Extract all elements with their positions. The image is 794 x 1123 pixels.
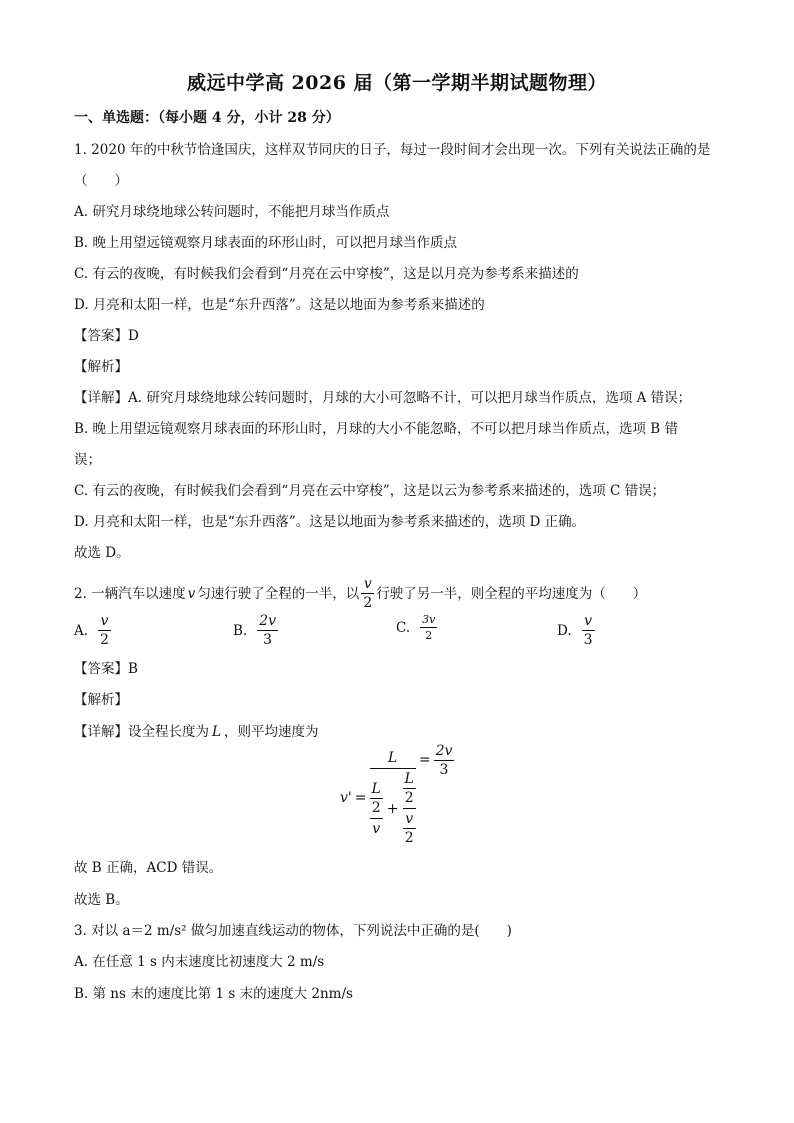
q2-option-c — [396, 613, 437, 642]
q2-detail — [74, 723, 318, 741]
q1-option-a: A. 研究月球绕地球公转问题时，不能把月球当作质点 — [74, 204, 390, 220]
q3-option-b: B. 第 ns 末的速度比第 1 s 末的速度大 2nm/s — [74, 986, 353, 1002]
q2-option-a-label: A. — [74, 622, 89, 639]
q3-option-a: A. 在任意 1 s 内末速度比初速度大 2 m/s — [74, 954, 325, 970]
q1-stem-bracket: （ ） — [74, 173, 128, 189]
fraction-bar — [403, 828, 416, 829]
q3-stem: 3. 对以 a＝2 m/s² 做匀加速直线运动的物体，下列说法中正确的是( ) — [74, 923, 512, 939]
fraction-bar — [370, 768, 416, 769]
q1-analysis-label: 【解析】 — [74, 359, 128, 375]
eq-main-num: L — [388, 750, 398, 766]
eq-equals: = — [354, 790, 367, 806]
eq-plus: + — [386, 800, 399, 817]
q1-detail-d: D. 月亮和太阳一样，也是“东升西落”。这是以地面为参考系来描述的，选项 D 正确。 — [74, 514, 586, 530]
q2-option-b-num: 2v — [259, 613, 277, 629]
q2-option-b-fraction — [257, 613, 278, 648]
section-heading: 一、单选题：（每小题 4 分，小计 28 分） — [74, 110, 340, 126]
q2-option-b — [233, 613, 278, 648]
q2-option-d-num: v — [584, 613, 593, 629]
q1-detail-a: 【详解】A. 研究月球绕地球公转问题时，月球的大小可忽略不计，可以把月球当作质点，选项 A 错误； — [74, 390, 692, 406]
eq-term-1-v: v — [372, 820, 381, 837]
fraction-bar — [403, 808, 416, 809]
eq-result — [434, 743, 455, 778]
eq-term-2-den — [403, 811, 416, 846]
average-velocity-equation — [340, 742, 454, 846]
q1-option-b: B. 晚上用望远镜观察月球表面的环形山时，可以把月球当作质点 — [74, 235, 458, 251]
eq-term-2-v-two: 2 — [404, 830, 414, 846]
q2-option-d-den: 3 — [583, 632, 593, 648]
q2-option-a — [74, 613, 111, 648]
fraction-bar — [98, 630, 111, 631]
eq-term-1 — [370, 781, 383, 837]
eq-term-1-two: 2 — [371, 799, 381, 816]
fraction-bar — [257, 630, 278, 631]
q2-stem — [74, 576, 646, 611]
eq-equals-2: = — [418, 752, 431, 768]
q2-stem-fraction-den: 2 — [363, 595, 373, 611]
q2-option-c-fraction — [420, 613, 437, 642]
q2-option-b-den: 3 — [263, 632, 273, 648]
eq-term-2-two: 2 — [404, 790, 414, 806]
q2-option-c-num: 3v — [422, 613, 436, 626]
fraction-bar — [434, 760, 455, 761]
q2-option-c-den: 2 — [425, 629, 433, 642]
q2-option-a-num: v — [100, 613, 109, 629]
fraction-bar — [370, 818, 383, 819]
q1-answer: 【答案】D — [74, 328, 139, 344]
eq-result-den: 3 — [439, 761, 449, 778]
eq-term-1-L: L — [371, 780, 381, 797]
q2-option-d-fraction — [582, 613, 595, 648]
q2-option-b-label: B. — [233, 622, 248, 639]
eq-lhs: v' — [340, 790, 352, 806]
eq-denominator — [370, 771, 416, 846]
q2-analysis-label: 【解析】 — [74, 692, 128, 708]
q2-option-d-label: D. — [557, 622, 572, 639]
eq-main-fraction — [370, 750, 416, 846]
q2-option-d — [557, 613, 595, 648]
q1-stem: 1. 2020 年的中秋节恰逢国庆，这样双节同庆的日子，每过一段时间才会出现一次。下列有关说法正确的是 — [74, 142, 711, 158]
q2-stem-mid: 匀速行驶了全程的一半，以 — [197, 585, 360, 602]
q2-stem-pre: 2. 一辆汽车以速度 — [74, 585, 186, 602]
q2-conclusion-2: 故选 B。 — [74, 892, 129, 908]
fraction-bar — [582, 630, 595, 631]
fraction-bar — [361, 593, 374, 594]
q2-option-a-den: 2 — [100, 632, 109, 648]
q2-answer: 【答案】B — [74, 661, 138, 677]
eq-term-2-num — [403, 771, 416, 806]
q1-detail-b-cont: 误； — [74, 452, 101, 468]
q1-option-c: C. 有云的夜晚，有时候我们会看到“月亮在云中穿梭”，这是以月亮为参考系来描述的 — [74, 266, 579, 282]
eq-term-2-v: v — [405, 811, 414, 827]
eq-term-1-num — [370, 781, 383, 816]
fraction-bar — [370, 798, 383, 799]
q2-stem-post: 行驶了另一半，则全程的平均速度为（ ） — [376, 585, 647, 602]
q2-option-c-label: C. — [396, 619, 411, 636]
q2-detail-L: L — [212, 724, 221, 740]
eq-term-2 — [403, 771, 416, 846]
q2-conclusion-1: 故 B 正确，ACD 错误。 — [74, 860, 223, 876]
q2-option-a-fraction — [98, 613, 111, 648]
q1-option-d: D. 月亮和太阳一样，也是“东升西落”。这是以地面为参考系来描述的 — [74, 297, 485, 313]
q2-stem-v: v — [187, 585, 196, 602]
fraction-bar — [403, 788, 416, 789]
fraction-bar — [420, 627, 437, 628]
q2-stem-fraction — [361, 576, 374, 611]
page-title: 威远中学高 2026 届（第一学期半期试题物理） — [186, 72, 608, 94]
eq-result-num: 2v — [435, 742, 453, 759]
eq-term-2-L: L — [404, 771, 414, 787]
q1-detail-b: B. 晚上用望远镜观察月球表面的环形山时，月球的大小不能忽略，不可以把月球当作质点，选项 B 错 — [74, 421, 679, 437]
q1-detail-c: C. 有云的夜晚，有时候我们会看到“月亮在云中穿梭”，这是以云为参考系来描述的，选项 C 错误； — [74, 483, 666, 499]
q2-stem-fraction-num: v — [363, 576, 372, 592]
q1-conclusion: 故选 D。 — [74, 545, 130, 561]
q2-detail-pre: 【详解】设全程长度为 — [74, 724, 209, 740]
q2-detail-post: ，则平均速度为 — [223, 724, 319, 740]
